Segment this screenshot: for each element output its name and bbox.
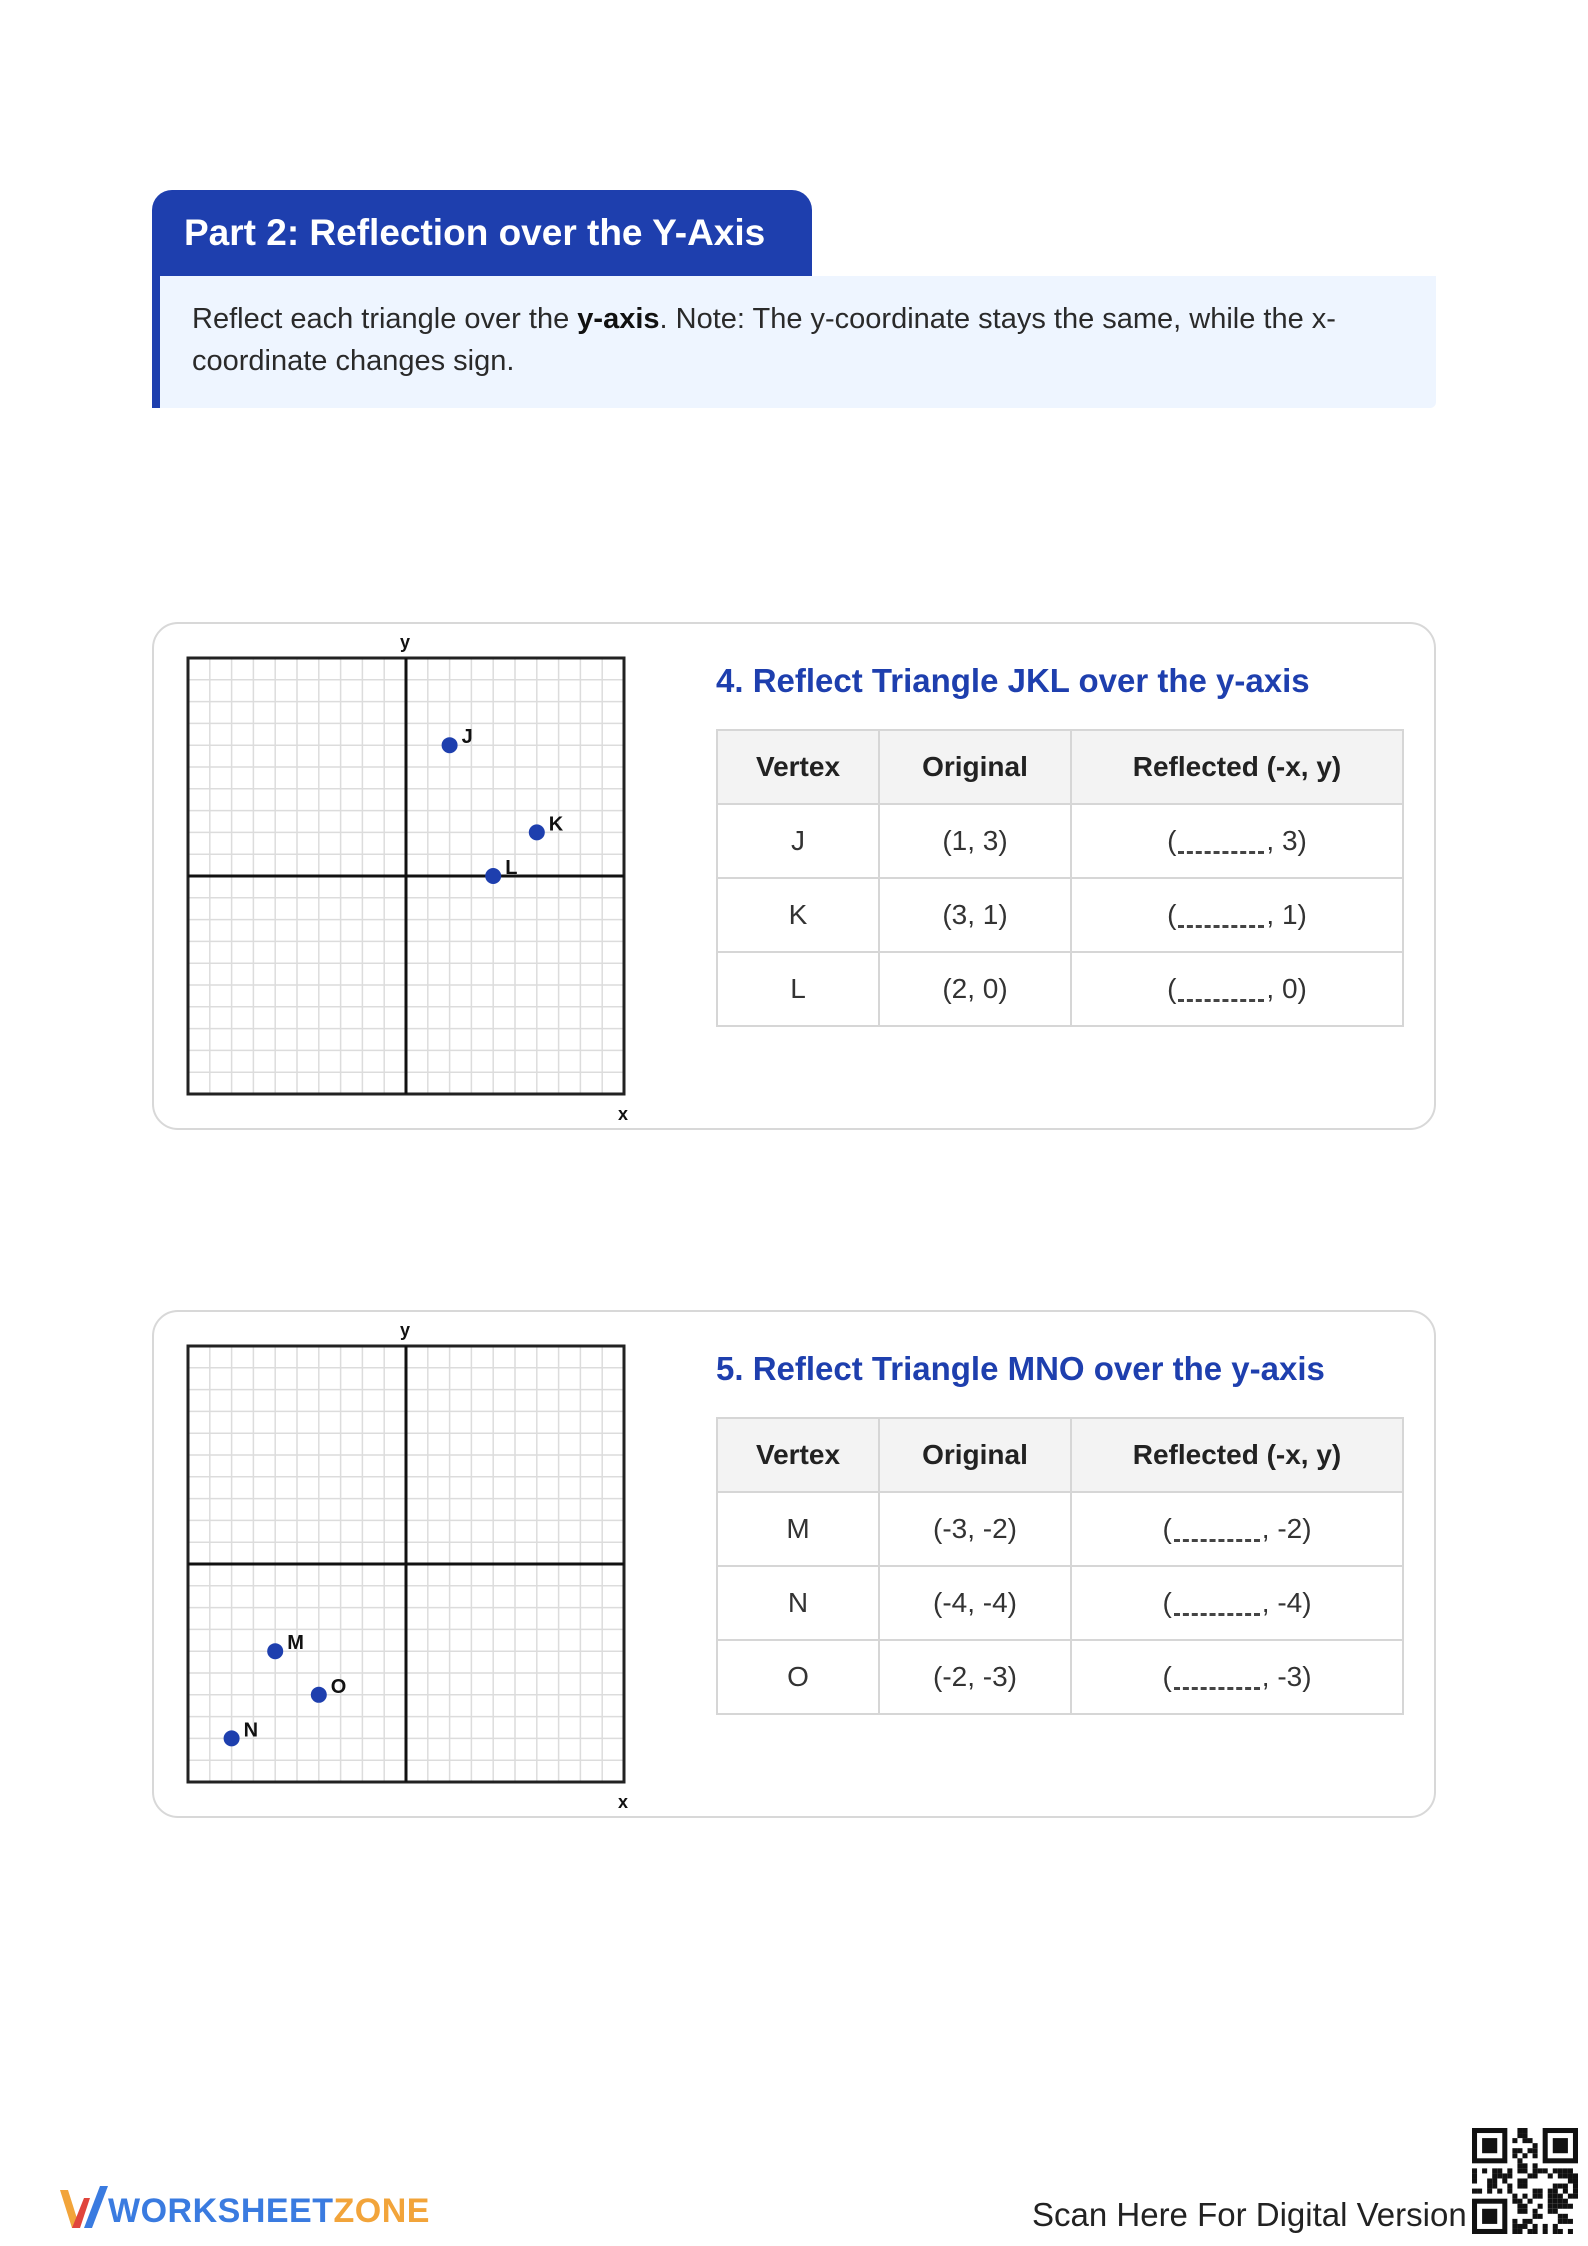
table-row: [717, 1640, 1403, 1714]
original-cell: (1, 3): [879, 804, 1071, 878]
vertex-cell: J: [717, 804, 879, 878]
y-part: , -2): [1261, 1513, 1312, 1544]
y-part: , 0): [1266, 973, 1307, 1004]
point-label-k: K: [548, 813, 564, 836]
x-axis-label: x: [618, 1792, 629, 1812]
table-row: [717, 952, 1403, 1026]
vertex-cell: O: [717, 1640, 879, 1714]
y-part: , -4): [1261, 1587, 1312, 1618]
problem-card-4: [152, 622, 1436, 1130]
table-row: [717, 1566, 1403, 1640]
open-paren: (: [1162, 1661, 1172, 1692]
header-vertex: Vertex: [717, 730, 879, 804]
reflected-cell: [1071, 1640, 1403, 1714]
table-header-row: [717, 1418, 1403, 1492]
open-paren: (: [1162, 1587, 1172, 1618]
scan-caption: Scan Here For Digital Version: [1032, 2196, 1467, 2233]
open-paren: (: [1167, 825, 1177, 856]
instruction-bold-term: y-axis: [577, 303, 660, 335]
problem-card-5: [152, 1310, 1436, 1818]
coordinate-table: [716, 1417, 1404, 1715]
table-row: [717, 878, 1403, 952]
y-axis-label: y: [400, 632, 411, 652]
coordinate-graph: [154, 1312, 674, 1820]
point-o: [311, 1687, 327, 1703]
points-layer: [442, 726, 564, 884]
x-axis-label: x: [618, 1104, 629, 1124]
table-row: [717, 1492, 1403, 1566]
vertex-cell: N: [717, 1566, 879, 1640]
reflected-cell: [1071, 804, 1403, 878]
reflected-cell: [1071, 1492, 1403, 1566]
original-cell: (-3, -2): [879, 1492, 1071, 1566]
instruction-box: [152, 276, 1436, 408]
point-label-m: M: [287, 1632, 304, 1655]
answer-blank[interactable]: [1178, 829, 1264, 854]
header-reflected: Reflected (-x, y): [1071, 730, 1403, 804]
coordinate-graph: [154, 624, 674, 1132]
y-part: , 1): [1266, 899, 1307, 930]
point-k: [529, 824, 545, 840]
table-row: [717, 804, 1403, 878]
problem-title: 5. Reflect Triangle MNO over the y-axis: [716, 1350, 1325, 1387]
problem-title: 4. Reflect Triangle JKL over the y-axis: [716, 662, 1310, 699]
coordinate-table: [716, 729, 1404, 1027]
reflected-cell: [1071, 952, 1403, 1026]
vertex-cell: M: [717, 1492, 879, 1566]
original-cell: (2, 0): [879, 952, 1071, 1026]
point-label-n: N: [243, 1719, 259, 1742]
answer-blank[interactable]: [1174, 1665, 1260, 1690]
original-cell: (-2, -3): [879, 1640, 1071, 1714]
answer-blank[interactable]: [1174, 1591, 1260, 1616]
instruction-text-end: . Note: The y-coordinate stays the same, while the x-coordinate changes sign.: [192, 303, 1336, 377]
header-original: Original: [879, 730, 1071, 804]
y-part: , 3): [1266, 825, 1307, 856]
y-part: , -3): [1261, 1661, 1312, 1692]
reflected-cell: [1071, 1566, 1403, 1640]
header-original: Original: [879, 1418, 1071, 1492]
vertex-cell: L: [717, 952, 879, 1026]
answer-blank[interactable]: [1174, 1517, 1260, 1542]
brand-name: [108, 2192, 430, 2231]
table-header-row: [717, 730, 1403, 804]
vertex-cell: K: [717, 878, 879, 952]
part-title: Part 2: Reflection over the Y-Axis: [152, 190, 812, 276]
open-paren: (: [1167, 899, 1177, 930]
answer-blank[interactable]: [1178, 977, 1264, 1002]
open-paren: (: [1162, 1513, 1172, 1544]
point-m: [267, 1643, 283, 1659]
point-label-o: O: [330, 1675, 347, 1698]
graph-svg: [154, 1312, 674, 1820]
point-label-l: L: [505, 857, 518, 879]
graph-svg: [154, 624, 674, 1132]
point-label-j: J: [461, 726, 473, 749]
brand-part-2: ZONE: [333, 2192, 430, 2230]
instruction-text-start: Reflect each triangle over the: [192, 303, 578, 335]
points-layer: [224, 1632, 347, 1746]
header-reflected: Reflected (-x, y): [1071, 1418, 1403, 1492]
point-n: [224, 1730, 240, 1746]
answer-blank[interactable]: [1178, 903, 1264, 928]
open-paren: (: [1167, 973, 1177, 1004]
original-cell: (3, 1): [879, 878, 1071, 952]
original-cell: (-4, -4): [879, 1566, 1071, 1640]
brand-part-1: WORKSHEET: [108, 2192, 334, 2230]
point-j: [442, 737, 458, 753]
qr-code-icon[interactable]: [1472, 2128, 1578, 2234]
point-l: [485, 868, 501, 884]
header-vertex: Vertex: [717, 1418, 879, 1492]
reflected-cell: [1071, 878, 1403, 952]
worksheetzone-logo-icon: [56, 2180, 116, 2236]
y-axis-label: y: [400, 1320, 411, 1340]
